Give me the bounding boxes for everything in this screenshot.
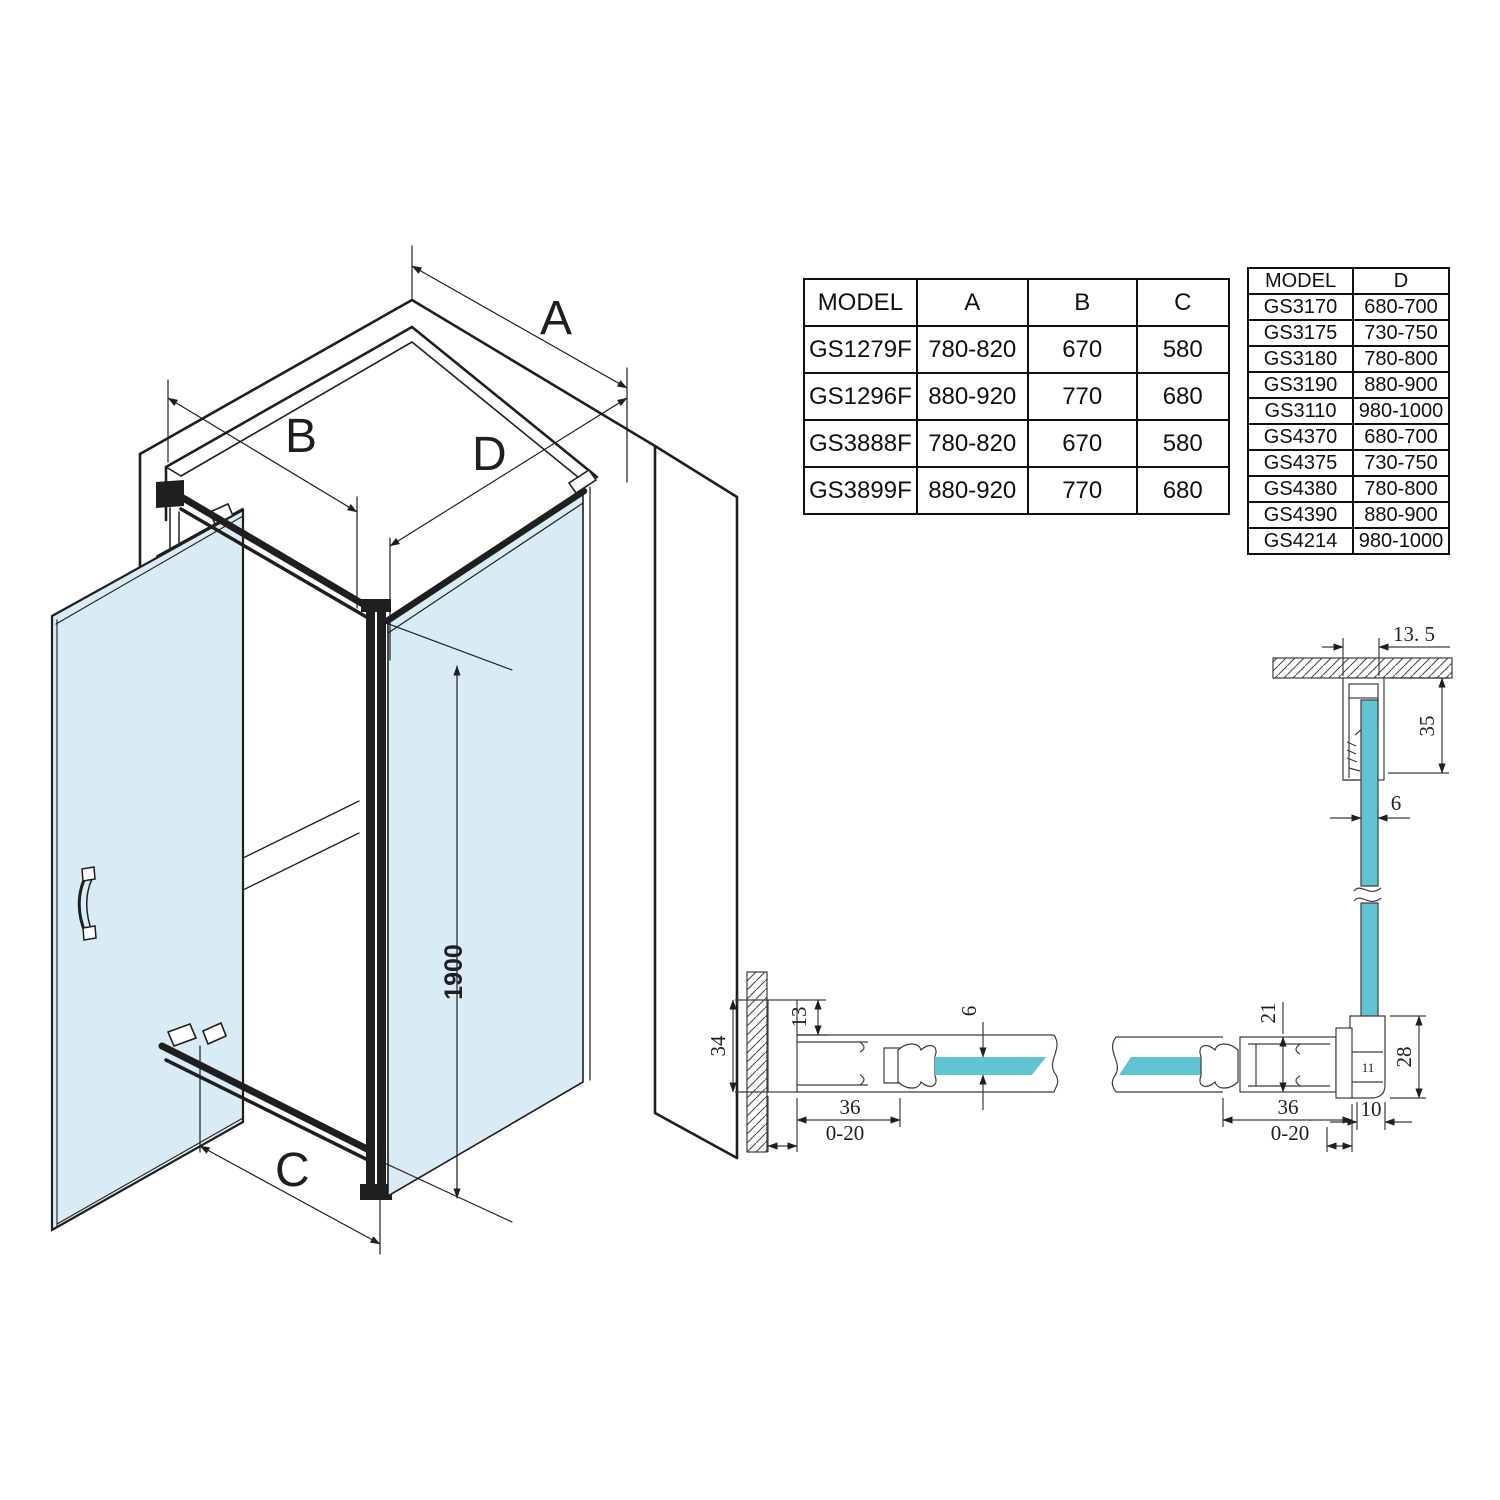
column-header: A	[917, 279, 1028, 326]
wall-profile-section	[733, 972, 1058, 1152]
table-cell: GS1296F	[804, 373, 917, 420]
dim-13: 13	[787, 1006, 811, 1028]
glass-plan-left	[935, 1057, 1046, 1075]
table-cell: GS3190	[1248, 372, 1353, 398]
table-cell: 780-800	[1353, 476, 1449, 502]
dim-21: 21	[1256, 1002, 1280, 1024]
table-cell: 780-820	[917, 420, 1028, 467]
top-frame-rim	[166, 342, 597, 482]
table-cell: GS3180	[1248, 346, 1353, 372]
dim-6-plan: 6	[957, 1005, 981, 1017]
column-header: D	[1353, 268, 1449, 294]
dim-label-b: B	[285, 410, 318, 463]
dim-0-20-mid: 0-20	[1270, 1121, 1310, 1145]
table-cell: GS4380	[1248, 476, 1353, 502]
table-cell: 780-800	[1353, 346, 1449, 372]
table-cell: 580	[1137, 420, 1229, 467]
dim-0-20-left: 0-20	[825, 1121, 865, 1145]
door-glass-panel	[52, 510, 243, 1230]
table-row	[1248, 528, 1449, 554]
table-row	[1248, 450, 1449, 476]
table-header-row	[1248, 268, 1449, 294]
dim-13-5: 13. 5	[1393, 622, 1435, 646]
dim-11: 11	[1361, 1060, 1375, 1075]
table-cell: GS3110	[1248, 398, 1353, 424]
glass-section-upper	[1361, 700, 1378, 886]
table-row	[1248, 424, 1449, 450]
table-row	[1248, 502, 1449, 528]
dim-6-vertical: 6	[1390, 791, 1402, 815]
dim-28: 28	[1392, 1046, 1416, 1068]
side-panel-glass	[387, 470, 596, 1196]
table-cell: 880-920	[917, 373, 1028, 420]
section-details	[733, 638, 1452, 1152]
dim-36-left: 36	[839, 1095, 861, 1119]
table-row	[804, 420, 1229, 467]
table-cell: GS3899F	[804, 467, 917, 514]
table-cell: 680-700	[1353, 424, 1449, 450]
column-header: MODEL	[1248, 268, 1353, 294]
table-cell: 880-900	[1353, 502, 1449, 528]
dim-label-d: D	[472, 428, 507, 481]
table-cell: 680-700	[1353, 294, 1449, 320]
table-row	[1248, 372, 1449, 398]
table-row	[1248, 476, 1449, 502]
dim-label-a: A	[540, 292, 573, 345]
table-row	[1248, 398, 1449, 424]
dim-label-c: C	[275, 1144, 310, 1197]
table-header-row	[804, 279, 1229, 326]
table-cell: 770	[1028, 467, 1137, 514]
table-cell: GS1279F	[804, 326, 917, 373]
tube-break-left-section	[1052, 1035, 1057, 1092]
table-cell: GS4214	[1248, 528, 1353, 554]
dim-10: 10	[1360, 1097, 1382, 1121]
dim-34: 34	[706, 1035, 730, 1057]
table-cell: GS3175	[1248, 320, 1353, 346]
table-cell: 730-750	[1353, 450, 1449, 476]
table-cell: 770	[1028, 373, 1137, 420]
table-cell: 670	[1028, 326, 1137, 373]
vertical-section	[1273, 638, 1452, 1048]
table-row	[1248, 294, 1449, 320]
table-cell: GS4370	[1248, 424, 1353, 450]
tube-break-mid-section	[1112, 1037, 1117, 1092]
wall-hatch-horizontal	[1273, 658, 1452, 678]
table-row	[804, 467, 1229, 514]
table-cell: 680	[1137, 373, 1229, 420]
table-row	[804, 373, 1229, 420]
interior-floor-lines	[243, 801, 359, 890]
table	[1247, 267, 1450, 555]
size-table-abc	[803, 278, 1230, 515]
column-header: MODEL	[804, 279, 917, 326]
table-cell: GS4375	[1248, 450, 1353, 476]
table-cell: 980-1000	[1353, 398, 1449, 424]
column-header: C	[1137, 279, 1229, 326]
table-cell: 670	[1028, 420, 1137, 467]
dim-35: 35	[1415, 715, 1439, 737]
column-header: B	[1028, 279, 1137, 326]
glass-break-symbol	[1354, 888, 1381, 901]
table-row	[804, 326, 1229, 373]
table-cell: GS3888F	[804, 420, 917, 467]
table-cell: 730-750	[1353, 320, 1449, 346]
wall-hatch-vertical	[747, 972, 767, 1152]
glass-plan-mid	[1119, 1057, 1204, 1075]
table-cell: 680	[1137, 467, 1229, 514]
table-cell: 880-920	[917, 467, 1028, 514]
table-cell: GS4390	[1248, 502, 1353, 528]
isometric-enclosure	[52, 246, 737, 1254]
dim-36-mid: 36	[1277, 1095, 1299, 1119]
table-row	[1248, 320, 1449, 346]
corner-channel-section	[1112, 1002, 1352, 1152]
dim-label-height: 1900	[440, 944, 468, 1000]
table-cell: 780-820	[917, 326, 1028, 373]
table-cell: 580	[1137, 326, 1229, 373]
table-cell: GS3170	[1248, 294, 1353, 320]
table-cell: 980-1000	[1353, 528, 1449, 554]
table-row	[1248, 346, 1449, 372]
size-table-d	[1247, 267, 1450, 555]
table-cell: 880-900	[1353, 372, 1449, 398]
table	[803, 278, 1230, 515]
